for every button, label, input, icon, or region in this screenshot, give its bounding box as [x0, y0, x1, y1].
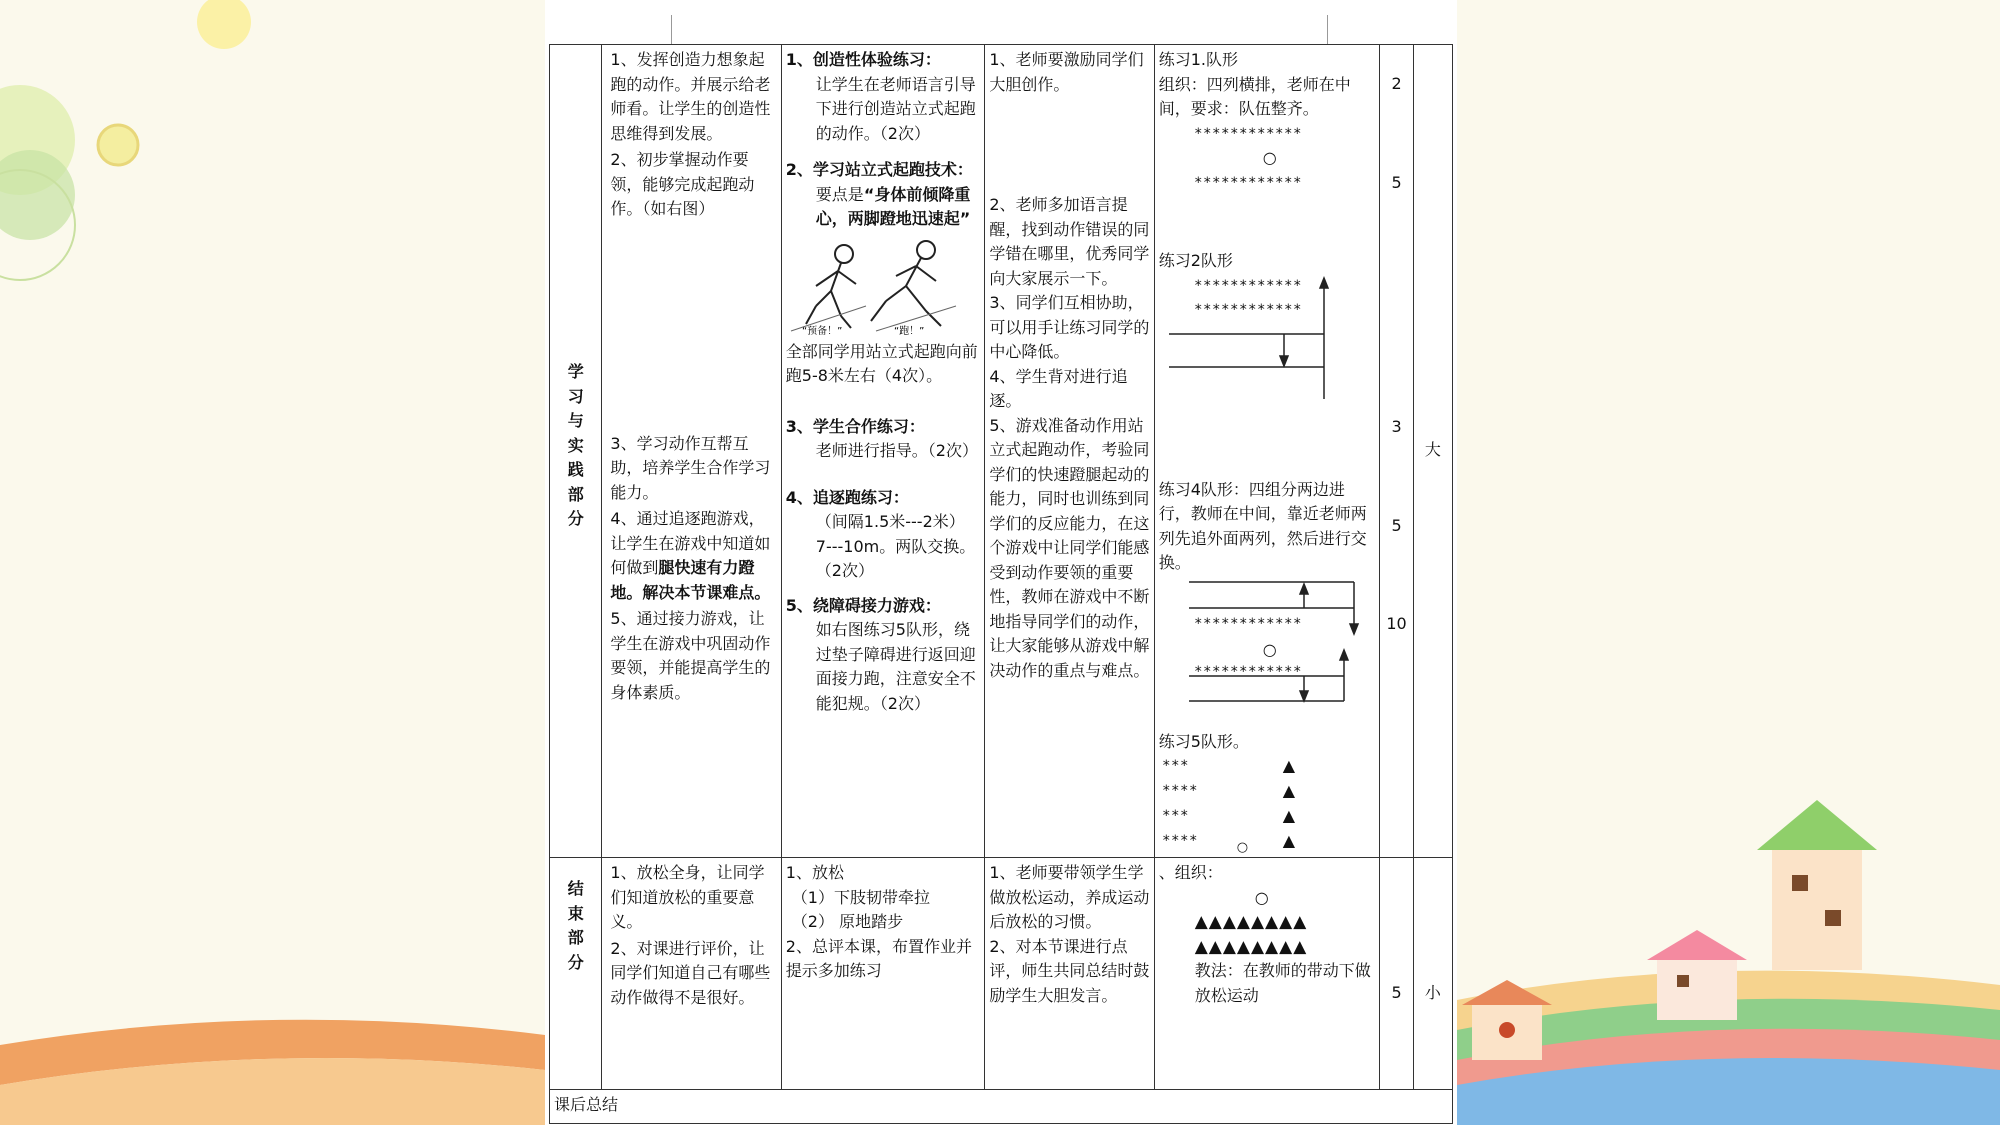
content-text: 老师进行指导。（2次）: [815, 441, 978, 460]
sprint-start-figure: [786, 236, 976, 336]
time-column: [1380, 45, 1413, 858]
student-row: ************: [1194, 615, 1303, 632]
formation-1-title: 练习1.队形: [1158, 50, 1238, 69]
content-text: （间隔1.5米---2米）7---10m。两队交换。（2次）: [815, 512, 976, 580]
content-text: 要点是“身体前倾降重心，两脚蹬地迅速起”: [815, 184, 971, 228]
goal-item: 1、发挥创造力想象起跑的动作。并展示给老师看。让学生的创造性思维得到发展。: [610, 50, 771, 143]
time-value: 5: [1391, 172, 1402, 192]
content-title: 3、学生合作练习：: [785, 416, 925, 436]
time-value: 5: [1391, 983, 1402, 1002]
time-value: 10: [1386, 614, 1407, 633]
goal-item: 2、初步掌握动作要领，能够完成起跑动作。（如右图）: [610, 150, 755, 218]
student-row-triangles: ▲▲▲▲▲▲▲▲: [1194, 912, 1308, 932]
content-text: 让学生在老师语言引导下进行创造站立式起跑的动作。（2次）: [815, 74, 976, 143]
mat-obstacle-icon: ▲: [1282, 756, 1295, 775]
teacher-item: 1、老师要激励同学们大胆创作。: [989, 50, 1144, 94]
student-group: ***: [1162, 758, 1190, 774]
ending-content: [781, 858, 985, 1090]
formation-4-text: 练习4队形：四组分两边进行，教师在中间，靠近老师两列先追外面两列，然后进行交换。: [1158, 479, 1367, 572]
content-text: （2） 原地踏步: [791, 912, 904, 931]
figure-label-ready: “预备！”: [801, 325, 843, 336]
time-value: 5: [1391, 515, 1402, 535]
teacher-marker: ○: [1262, 639, 1277, 659]
lesson-plan-page: [545, 0, 1457, 1125]
figure-label-go: “跑！”: [893, 325, 925, 336]
header-mark: [671, 15, 672, 45]
section-label-practice: [550, 45, 602, 858]
student-row: ************: [1194, 663, 1303, 680]
header-mark: [1327, 15, 1328, 45]
practice-section-row: [550, 45, 1453, 858]
intensity-value: 小: [1424, 983, 1441, 1002]
intensity-column: [1413, 858, 1452, 1090]
teacher-item: 5、游戏准备动作用站立式起跑动作，考验同学们的快速蹬腿起动的能力，同时也训练到同学们的反应能力，在这个游戏中让同学们能感受到动作要领的重要性，教师在游戏中不断地指导同学们的动作，让大家能够从游戏中解决动作的重点与难点。: [989, 415, 1150, 680]
section-label-text: 结束部分: [567, 879, 584, 972]
ending-teacher: [985, 858, 1154, 1090]
ending-method: 教法：在教师的带动下做放松运动: [1194, 961, 1371, 1005]
content-text: 如右图练习5队形，绕过垫子障碍进行返回迎面接力跑，注意安全不能犯规。（2次）: [815, 620, 976, 713]
content-title: 2、学习站立式起跑技术：: [785, 160, 973, 179]
content-title: 4、追逐跑练习：: [785, 487, 909, 507]
time-column: [1380, 858, 1413, 1090]
formation-2-arrows: [1159, 274, 1359, 404]
intensity-column: [1413, 45, 1452, 858]
formation-2-diagram: [1159, 274, 1376, 404]
teacher-guidance: [985, 45, 1154, 858]
goal-item: 5、通过接力游戏，让学生在游戏中巩固动作要领，并能提高学生的身体素质。: [610, 609, 771, 702]
practice-goals: [602, 45, 781, 858]
teacher-item: 2、老师多加语言提醒，找到动作错误的同学错在哪里，优秀同学向大家展示一下。: [989, 195, 1150, 288]
goal-item: 1、放松全身，让同学们知道放松的重要意义。: [610, 863, 765, 931]
time-value: 3: [1391, 417, 1402, 436]
student-row: ************: [1194, 125, 1303, 142]
teacher-marker: ○: [1262, 148, 1277, 167]
houses-decoration: [1457, 0, 2000, 1125]
formation-5-title: 练习5队形。: [1158, 731, 1249, 751]
content-title: 1、创造性体验练习：: [785, 50, 941, 69]
mat-obstacle-icon: ▲: [1282, 806, 1295, 825]
section-label-text: 学习与实践部分: [567, 362, 584, 528]
student-row: ************: [1194, 174, 1303, 191]
student-group: ****: [1162, 783, 1199, 799]
formation-2-title: 练习2队形: [1158, 251, 1233, 270]
teacher-item: 1、老师要带领学生学做放松运动，养成运动后放松的习惯。: [989, 863, 1150, 931]
lesson-plan-table: [549, 44, 1453, 1124]
section-label-ending: [550, 858, 602, 1090]
content-text: 全部同学用站立式起跑向前跑5-8米左右（4次）。: [785, 341, 978, 385]
sun-decoration: [0, 0, 545, 1125]
ending-section-row: [550, 858, 1453, 1090]
formation-4-diagram: [1159, 576, 1376, 716]
goal-item: 3、学习动作互帮互助，培养学生合作学习能力。: [610, 433, 771, 502]
student-group: ****: [1162, 833, 1199, 849]
summary-row: [550, 1090, 1453, 1124]
content-text: 2、总评本课，布置作业并提示多加练习: [785, 936, 972, 980]
time-value: 2: [1391, 74, 1402, 93]
mat-obstacle-icon: ▲: [1282, 781, 1295, 800]
ending-goals: [602, 858, 781, 1090]
content-text: 1、放松: [785, 863, 844, 882]
goal-item: 2、对课进行评价，让同学们知道自己有哪些动作做得不是很好。: [610, 938, 771, 1007]
teacher-item: 2、对本节课进行点评，师生共同总结时鼓励学生大胆发言。: [989, 936, 1150, 1005]
practice-content: [781, 45, 985, 858]
ending-org-title: 、组织：: [1158, 863, 1223, 882]
teacher-marker: ○: [1254, 887, 1269, 907]
student-group: ***: [1162, 808, 1190, 824]
student-row: ************: [1194, 277, 1303, 294]
formation-1-text: 组织：四列横排，老师在中间，要求：队伍整齐。: [1158, 74, 1351, 118]
content-text: （1）下肢韧带牵拉: [791, 887, 930, 907]
teacher-item: 3、同学们互相协助，可以用手让练习同学的中心降低。: [989, 293, 1150, 361]
goal-item: 4、通过追逐跑游戏，让学生在游戏中知道如何做到腿快速有力蹬地。解决本节课难点。: [610, 509, 771, 602]
student-row: ************: [1194, 302, 1303, 318]
teacher-item: 4、学生背对进行追逐。: [989, 366, 1128, 410]
ending-organization: [1154, 858, 1380, 1090]
mat-obstacle-icon: ▲: [1282, 831, 1295, 850]
teacher-marker: ○: [1236, 840, 1249, 855]
organization-formations: [1154, 45, 1380, 858]
intensity-value: 大: [1424, 440, 1441, 459]
content-title: 5、绕障碍接力游戏：: [785, 595, 941, 615]
student-row-triangles: ▲▲▲▲▲▲▲▲: [1194, 936, 1308, 957]
formation-5-diagram: [1159, 754, 1376, 854]
summary-label: 课后总结: [550, 1090, 1453, 1124]
